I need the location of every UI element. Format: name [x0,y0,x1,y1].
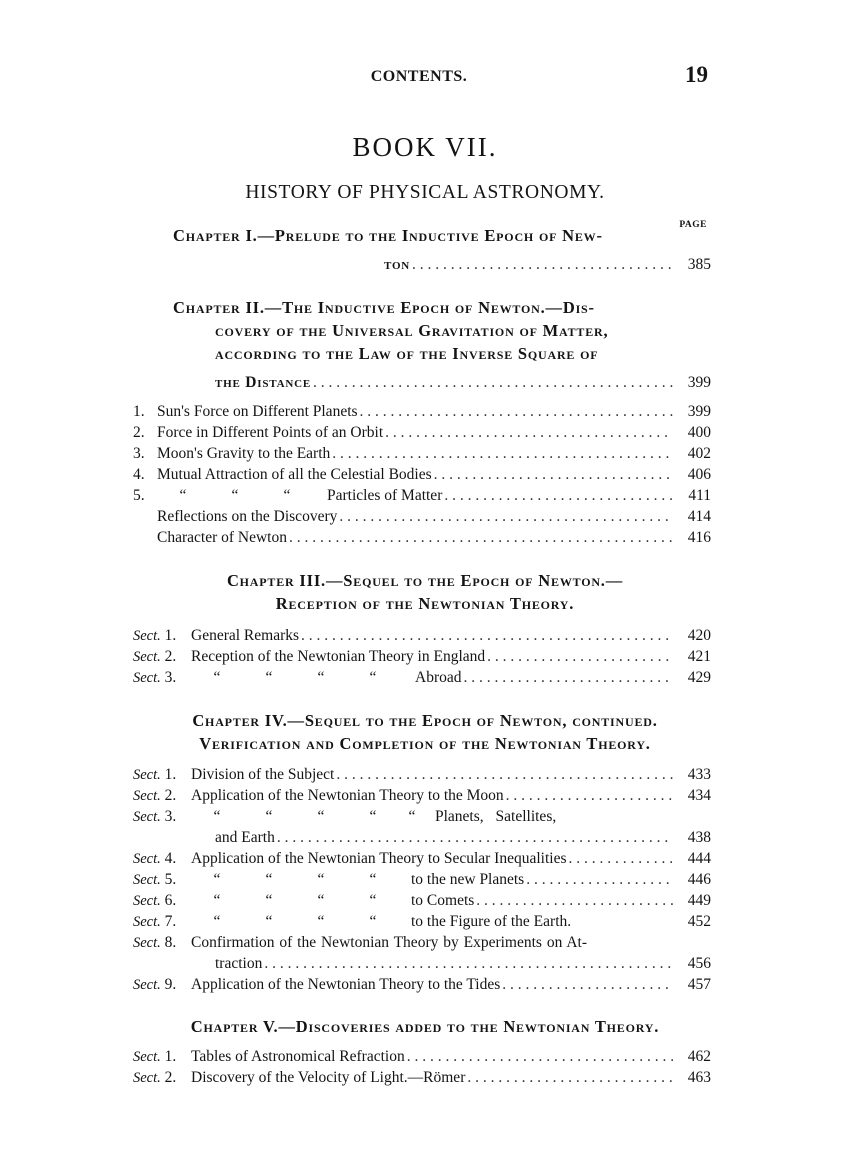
ditto-mark: “ [408,808,416,825]
chapter-heading-line: Chapter I.—Prelude to the Inductive Epoch of New- [173,226,603,245]
ditto-mark: “ [369,913,377,930]
toc-entry [133,808,711,829]
ditto-mark: “ [283,487,291,504]
entry-number: 4. [133,466,145,483]
page-number: 19 [685,62,708,87]
toc-entry [133,1069,711,1090]
toc-entry [133,648,711,669]
toc-entry [133,1048,711,1069]
ditto-mark: “ [213,913,221,930]
ditto-mark: “ [369,808,377,825]
chapter-5-heading [0,1015,850,1038]
page-header [130,62,708,92]
leader-dots [311,374,673,392]
entry-number: 1. [164,1048,177,1065]
toc-entry [133,829,711,850]
ditto-mark: “ [213,808,221,825]
page-ref: 416 [687,529,711,546]
page-ref: 400 [687,424,711,441]
section-number [133,850,191,868]
ditto-mark: “ [213,892,221,909]
section-label: Sect. [133,1070,161,1086]
entry-number: 1. [133,403,145,420]
entry-number: 5. [133,487,145,504]
toc-entry [133,508,711,529]
ditto-mark: “ [369,892,377,909]
toc-entry [133,487,711,508]
page-ref: 456 [687,955,711,972]
chapter-heading-line: Verification and Completion of the Newtonian Theory. [199,734,651,753]
section-number [133,648,191,666]
page-ref: 414 [687,508,711,525]
section-label: Sect. [133,670,161,686]
chapter-1-heading [173,224,603,247]
ditto-mark: “ [179,487,187,504]
section-label: Sect. [133,893,161,909]
leader-dots [500,976,673,994]
ditto-marks [191,892,399,910]
entry-title: Discovery of the Velocity of Light.—Römer [191,1069,466,1086]
entry-title: Application of the Newtonian Theory to the Moon [191,787,504,804]
toc-entry [133,934,711,955]
ditto-marks [157,487,313,505]
ditto-marks [191,669,399,687]
section-label: Sect. [133,851,161,867]
section-number [133,627,191,645]
ditto-marks [191,913,399,931]
ditto-mark: “ [317,913,325,930]
entry-title: Moon's Gravity to the Earth [157,445,331,462]
leader-dots [462,669,674,687]
page-ref: 433 [687,766,711,783]
page-ref: 463 [687,1069,711,1086]
toc-entry [133,403,711,424]
toc-entry [133,850,711,871]
entry-number: 1. [164,627,177,644]
leader-dots [383,424,673,442]
toc-entry [133,766,711,787]
chapter-4-heading [0,709,850,755]
chapter-heading-line: according to the Law of the Inverse Square of [215,344,599,363]
entry-title: Application of the Newtonian Theory to Secular Inequalities [191,850,567,867]
entry-number: 3. [133,445,145,462]
section-label: Sect. [133,914,161,930]
chapter-heading-line: Chapter III.—Sequel to the Epoch of Newton.— [226,571,624,590]
toc-entry [133,913,711,934]
entry-title: and Earth [215,829,275,846]
ditto-mark: “ [265,669,273,686]
section-label: Sect. [133,767,161,783]
entry-number: 7. [164,913,177,930]
page-ref: 449 [687,892,711,909]
section-label: Sect. [133,935,161,951]
section-label: Sect. [133,809,161,825]
leader-dots [262,955,673,973]
chapter-1-entry [384,256,711,277]
entry-title: Division of the Subject [191,766,335,783]
ditto-mark: “ [317,871,325,888]
toc-entry [133,627,711,648]
section-number [133,871,191,889]
page-ref: 421 [687,648,711,665]
entry-number: 3. [164,808,177,825]
page-ref: 446 [687,871,711,888]
chapter-2-heading [173,296,608,365]
entry-title: General Remarks [191,627,300,644]
toc-entry [133,871,711,892]
entry-number: 3. [164,669,177,686]
leader-dots [566,850,673,868]
ditto-mark: “ [231,487,239,504]
toc-entry [133,529,711,550]
entry-title: to Comets [411,892,475,909]
entry-title: Planets, Satellites, [435,808,557,825]
chapter-heading-line: the Distance [215,374,311,391]
page-ref: 452 [687,913,711,930]
entry-title: to the new Planets [411,871,525,888]
ditto-mark: “ [317,669,325,686]
entry-number: 2. [164,787,177,804]
page-ref: 429 [687,669,711,686]
toc-entry [133,955,711,976]
entry-number: 8. [164,934,177,951]
entry-number: 2. [164,648,177,665]
ditto-mark: “ [317,808,325,825]
section-number [133,1048,191,1066]
page-ref: 402 [687,445,711,462]
entry-title: Abroad [415,669,462,686]
leader-dots [275,829,673,847]
toc-entry [133,466,711,487]
leader-dots [524,871,673,889]
leader-dots [358,403,673,421]
page-ref: 444 [687,850,711,867]
page-ref: 438 [687,829,711,846]
book-title: BOOK VII. [352,132,498,162]
section-label: Sect. [133,872,161,888]
toc-entry [133,669,711,690]
leader-dots [410,256,673,274]
section-label: Sect. [133,977,161,993]
section-number [133,934,191,952]
section-label: Sect. [133,1049,161,1065]
leader-dots [405,1048,673,1066]
page-ref: 399 [687,403,711,420]
chapter-heading-line: Chapter IV.—Sequel to the Epoch of Newton, continued. [192,711,658,730]
section-number [133,1069,191,1087]
entry-title: traction [215,955,263,972]
section-number [133,913,191,931]
ditto-mark: “ [265,871,273,888]
section-number [133,766,191,784]
entry-number: 9. [164,976,177,993]
toc-entry [133,787,711,808]
ditto-mark: “ [265,808,273,825]
entry-number: 5. [164,871,177,888]
entry-title: Mutual Attraction of all the Celestial Bodies [157,466,432,483]
entry-title: Sun's Force on Different Planets [157,403,358,420]
section-label: Sect. [133,628,161,644]
entry-title: Particles of Matter [327,487,443,504]
entry-title: Character of Newton [157,529,287,546]
chapter-heading-line: covery of the Universal Gravitation of Matter, [215,321,609,340]
toc-entry [133,445,711,466]
entry-number: 6. [164,892,177,909]
section-label: Sect. [133,649,161,665]
leader-dots [442,487,673,505]
leader-dots [287,529,673,547]
entry-title: Reflections on the Discovery [157,508,338,525]
book-subtitle: HISTORY OF PHYSICAL ASTRONOMY. [245,182,605,203]
section-number [133,892,191,910]
ditto-marks [191,871,399,889]
ditto-mark: “ [317,892,325,909]
page-ref: 457 [687,976,711,993]
page-ref: 462 [687,1048,711,1065]
section-number [133,808,191,826]
ditto-mark: “ [265,913,273,930]
entry-title: Tables of Astronomical Refraction [191,1048,405,1065]
running-head: CONTENTS. [370,68,468,85]
entry-number: 2. [133,424,145,441]
leader-dots [465,1069,673,1087]
page-ref: 385 [687,256,711,273]
leader-dots [474,892,673,910]
toc-entry [133,892,711,913]
page-ref: 434 [687,787,711,804]
ditto-marks [191,808,425,826]
leader-dots [337,508,673,526]
entry-number: 4. [164,850,177,867]
toc-entry [133,976,711,997]
leader-dots [334,766,673,784]
chapter-heading-line: Chapter II.—The Inductive Epoch of Newton.—Dis- [173,298,595,317]
entry-number: 2. [164,1069,177,1086]
entry-number: 1. [164,766,177,783]
leader-dots [299,627,673,645]
entry-title: Reception of the Newtonian Theory in England [191,648,486,665]
chapter-heading-line: ton [384,256,411,273]
leader-dots [485,648,673,666]
section-number [133,669,191,687]
section-label: Sect. [133,788,161,804]
section-number [133,787,191,805]
page-ref: 406 [687,466,711,483]
page-ref: 411 [688,487,711,504]
ditto-mark: “ [369,871,377,888]
leader-dots [330,445,673,463]
toc-entry [133,424,711,445]
chapter-heading-line: Chapter V.—Discoveries added to the Newtonian Theory. [190,1017,660,1036]
ditto-mark: “ [265,892,273,909]
chapter-2-entry [215,374,711,395]
page-ref: 420 [687,627,711,644]
section-number [133,976,191,994]
entry-title: Confirmation of the Newtonian Theory by Experiments on At- [191,934,587,951]
entry-title: Application of the Newtonian Theory to the Tides [191,976,501,993]
leader-dots [504,787,673,805]
ditto-mark: “ [213,871,221,888]
page-ref: 399 [687,374,711,391]
chapter-3-heading [0,569,850,615]
ditto-mark: “ [213,669,221,686]
ditto-mark: “ [369,669,377,686]
entry-title: to the Figure of the Earth. [411,913,572,930]
entry-title: Force in Different Points of an Orbit [157,424,384,441]
page-column-label: PAGE [679,220,707,230]
chapter-heading-line: Reception of the Newtonian Theory. [275,594,575,613]
leader-dots [432,466,673,484]
